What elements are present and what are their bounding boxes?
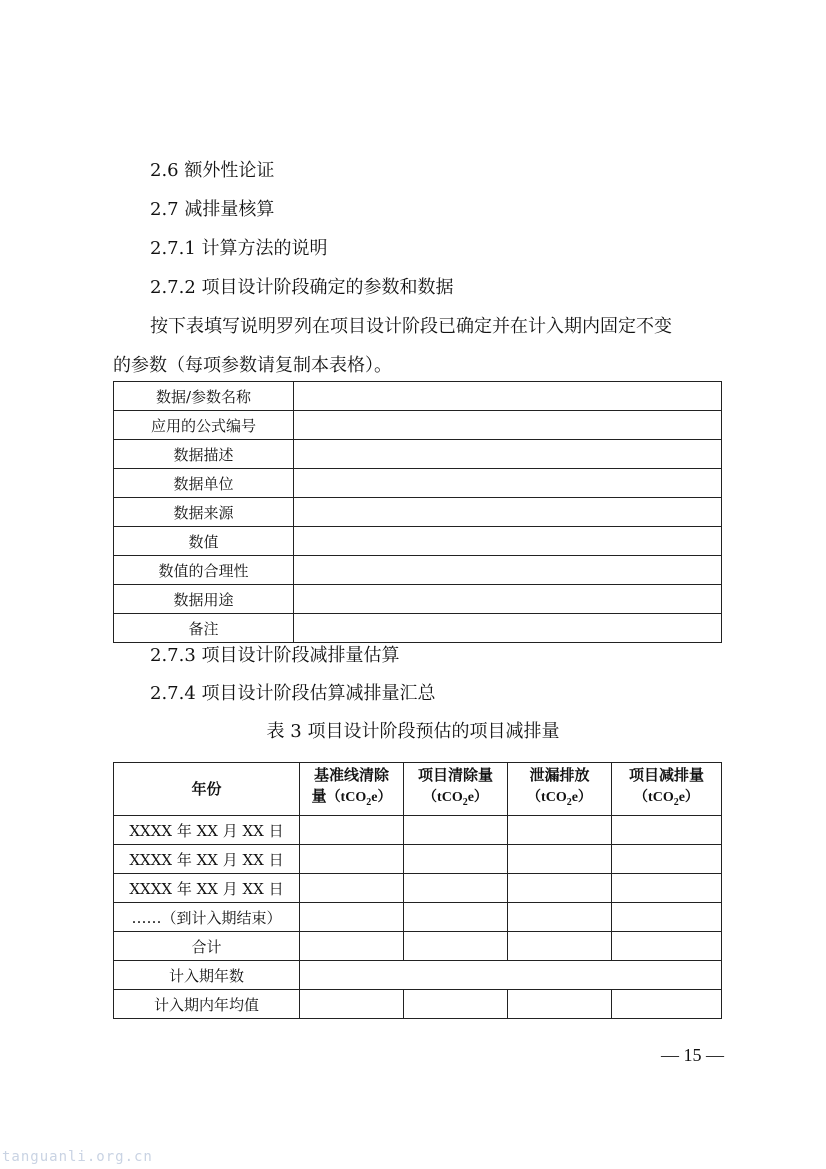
param-label: 数据用途	[114, 585, 294, 614]
cell	[612, 816, 722, 845]
param-row	[114, 382, 722, 411]
header-project-removal: 项目清除量 （tCO$_2$e）	[404, 763, 508, 816]
row-label: 合计	[114, 932, 300, 961]
cell	[612, 845, 722, 874]
row-label: XXXX 年 XX 月 XX 日	[114, 845, 300, 874]
header-baseline	[300, 763, 404, 816]
table-3-caption: 表 3 项目设计阶段预估的项目减排量	[266, 721, 560, 742]
cell	[404, 874, 508, 903]
param-row	[114, 469, 722, 498]
param-value-cell	[294, 469, 722, 498]
cell	[300, 961, 722, 990]
cell	[508, 845, 612, 874]
unit-label: （tCO$_2$e）	[527, 790, 592, 808]
param-value-cell	[294, 585, 722, 614]
unit-label: （tCO$_2$e）	[634, 790, 699, 808]
header-baseline-line2: 量	[311, 787, 327, 806]
table-row	[114, 903, 722, 932]
table-row-average	[114, 990, 722, 1019]
param-value-cell	[294, 556, 722, 585]
row-label: XXXX 年 XX 月 XX 日	[114, 816, 300, 845]
section-2-7-4: 2.7.4 项目设计阶段估算减排量汇总	[150, 683, 436, 704]
param-row	[114, 527, 722, 556]
page-number: — 15 —	[661, 1045, 724, 1065]
cell	[508, 816, 612, 845]
emission-reduction-table	[113, 762, 722, 1019]
cell	[508, 903, 612, 932]
cell	[300, 816, 404, 845]
param-label: 备注	[114, 614, 294, 643]
table-row	[114, 845, 722, 874]
table-row-years	[114, 961, 722, 990]
row-label: ……（到计入期结束）	[114, 903, 300, 932]
param-label: 数值	[114, 527, 294, 556]
param-row	[114, 614, 722, 643]
cell	[300, 990, 404, 1019]
paragraph-line-1: 按下表填写说明罗列在项目设计阶段已确定并在计入期内固定不变	[150, 316, 672, 337]
param-label: 数值的合理性	[114, 556, 294, 585]
cell	[300, 932, 404, 961]
param-value-cell	[294, 382, 722, 411]
cell	[404, 816, 508, 845]
paragraph-line-2: 的参数（每项参数请复制本表格）。	[113, 355, 392, 376]
cell	[300, 903, 404, 932]
header-year: 年份	[114, 763, 300, 816]
unit-label: （tCO$_2$e）	[326, 790, 392, 808]
section-2-7: 2.7 减排量核算	[150, 199, 275, 220]
section-2-7-2: 2.7.2 项目设计阶段确定的参数和数据	[150, 277, 454, 298]
table-row-total	[114, 932, 722, 961]
unit-label: （tCO$_2$e）	[423, 790, 488, 808]
row-label: 计入期内年均值	[114, 990, 300, 1019]
cell	[404, 845, 508, 874]
cell	[612, 903, 722, 932]
row-label: 计入期年数	[114, 961, 300, 990]
param-row	[114, 440, 722, 469]
param-row	[114, 585, 722, 614]
cell	[508, 990, 612, 1019]
param-value-cell	[294, 614, 722, 643]
section-2-7-3: 2.7.3 项目设计阶段减排量估算	[150, 645, 400, 666]
param-value-cell	[294, 440, 722, 469]
cell	[300, 845, 404, 874]
param-label: 数据/参数名称	[114, 382, 294, 411]
param-label: 数据描述	[114, 440, 294, 469]
param-value-cell	[294, 527, 722, 556]
parameter-table	[113, 381, 722, 643]
param-row	[114, 411, 722, 440]
cell	[612, 874, 722, 903]
header-baseline-line1: 基准线清除	[313, 766, 389, 785]
cell	[508, 874, 612, 903]
cell	[300, 874, 404, 903]
param-value-cell	[294, 411, 722, 440]
row-label: XXXX 年 XX 月 XX 日	[114, 874, 300, 903]
section-2-6: 2.6 额外性论证	[150, 160, 275, 181]
param-label: 应用的公式编号	[114, 411, 294, 440]
param-value-cell	[294, 498, 722, 527]
cell	[612, 990, 722, 1019]
param-label: 数据来源	[114, 498, 294, 527]
cell	[404, 990, 508, 1019]
param-label: 数据单位	[114, 469, 294, 498]
cell	[404, 932, 508, 961]
table-row	[114, 874, 722, 903]
param-row	[114, 498, 722, 527]
table-header-row	[114, 763, 722, 816]
cell	[508, 932, 612, 961]
cell	[404, 903, 508, 932]
section-2-7-1: 2.7.1 计算方法的说明	[150, 238, 328, 259]
header-project-reduction: 项目减排量 （tCO$_2$e）	[612, 763, 722, 816]
param-row	[114, 556, 722, 585]
watermark: tanguanli.org.cn	[2, 1149, 153, 1165]
table-row	[114, 816, 722, 845]
cell	[612, 932, 722, 961]
header-leakage: 泄漏排放 （tCO$_2$e）	[508, 763, 612, 816]
